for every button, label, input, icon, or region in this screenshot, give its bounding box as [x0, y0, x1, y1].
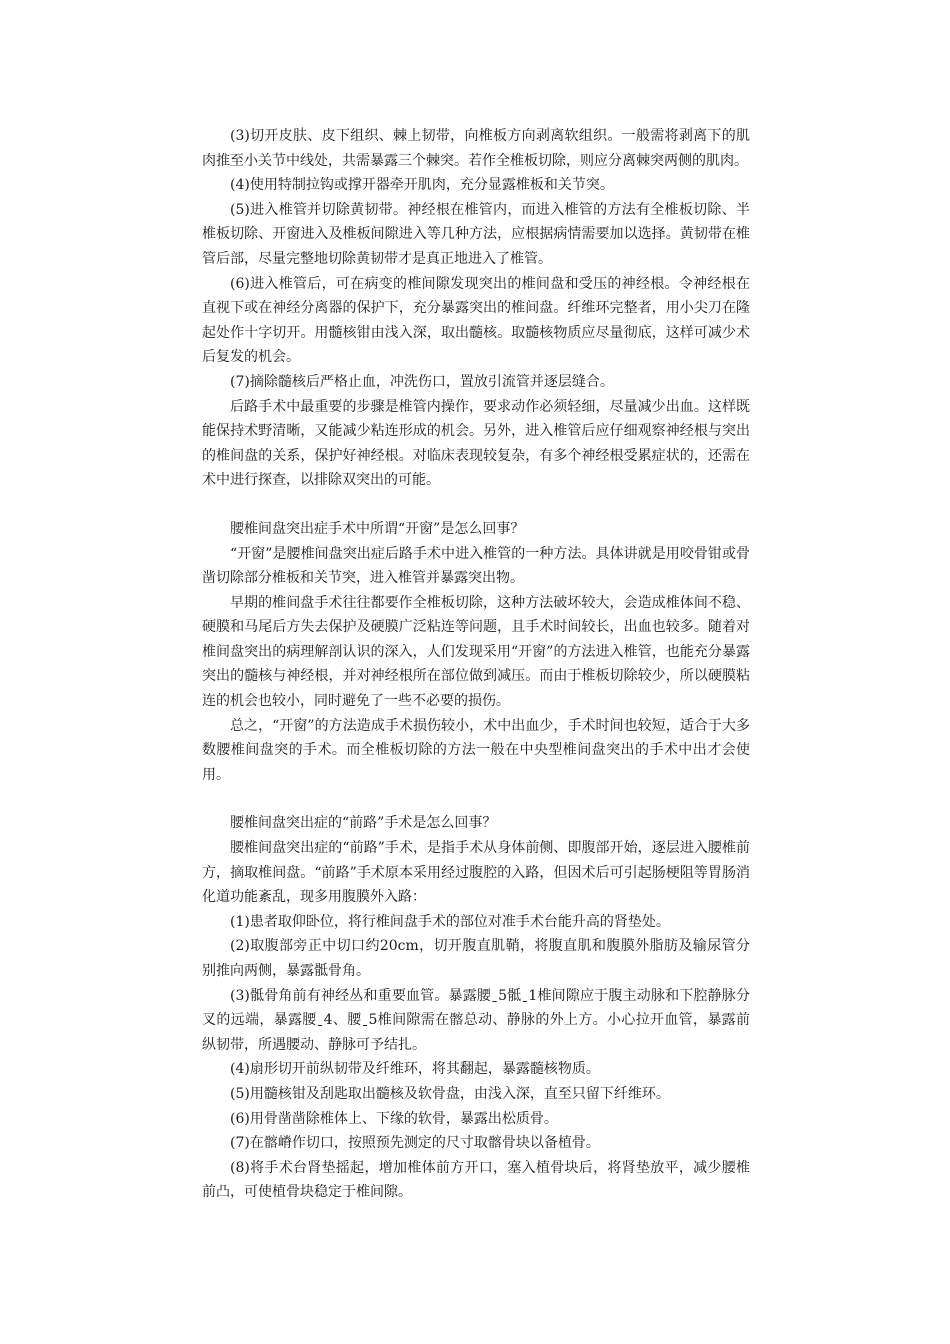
- paragraph-anterior-step-8: (8)将手术台肾垫摇起，增加椎体前方开口，塞入植骨块后，将肾垫放平，减少腰椎前凸，可使植骨块稳定于椎间隙。: [202, 1159, 750, 1201]
- paragraph-step-4: (4)使用特制拉钩或撑开器牵开肌肉，充分显露椎板和关节突。: [230, 177, 614, 194]
- paragraph-step-5: (5)进入椎管并切除黄韧带。神经根在椎管内，而进入椎管的方法有全椎板切除、半椎板切除、开窗进入及椎板间隙进入等几种方法，应根据病情需要加以选择。黄韧带在椎管后部，尽量完整地切除黄韧带才是真正地进入了椎管。: [202, 201, 750, 267]
- paragraph-anterior-step-1: (1)患者取仰卧位，将行椎间盘手术的部位对准手术台能升高的肾垫处。: [230, 913, 670, 930]
- paragraph-fenestration-summary: 总之，“开窗”的方法造成手术损伤较小，术中出血少，手术时间也较短，适合于大多数腰椎间盘突的手术。而全椎板切除的方法一般在中央型椎间盘突出的手术中出才会使用。: [202, 717, 750, 783]
- paragraph-anterior-step-2: (2)取腹部旁正中切口约20cm，切开腹直肌鞘，将腹直肌和腹膜外脂肪及输尿管分别推向两侧，暴露骶骨角。: [202, 938, 750, 979]
- paragraph-anterior-step-6: (6)用骨凿凿除椎体上、下缘的软骨，暴露出松质骨。: [230, 1110, 558, 1127]
- paragraph-step-7: (7)摘除髓核后严格止血，冲洗伤口，置放引流管并逐层缝合。: [230, 373, 614, 390]
- paragraph-posterior-summary: 后路手术中最重要的步骤是椎管内操作，要求动作必须轻细，尽量减少出血。这样既能保持术野清晰，又能减少粘连形成的机会。另外，进入椎管后应仔细观察神经根与突出的椎间盘的关系，保护好神经根。对临床表现较复杂，有多个神经根受累症状的，还需在术中进行探查，以排除双突出的可能。: [202, 398, 750, 489]
- paragraph-fenestration-history: 早期的椎间盘手术往往都要作全椎板切除，这种方法破坏较大，会造成椎体间不稳、硬膜和马尾后方失去保护及硬膜广泛粘连等问题，且手术时间较长，出血也较多。随着对椎间盘突出的病理解剖认识的深入，人们发现采用“开窗”的方法进入椎管，也能充分暴露突出的髓核与神经根，并对神经根所在部位做到减压。而由于椎板切除较少，所以硬膜粘连的机会也较小，同时避免了一些不必要的损伤。: [202, 594, 750, 710]
- paragraph-fenestration-definition: “开窗”是腰椎间盘突出症后路手术中进入椎管的一种方法。具体讲就是用咬骨钳或骨凿切除部分椎板和关节突，进入椎管并暴露突出物。: [202, 545, 750, 587]
- paragraph-anterior-step-5: (5)用髓核钳及刮匙取出髓核及软骨盘，由浅入深，直至只留下纤维环。: [230, 1085, 670, 1102]
- document-body: [202, 124, 750, 1205]
- paragraph-anterior-step-4: (4)扇形切开前纵韧带及纤维环，将其翻起，暴露髓核物质。: [230, 1061, 600, 1078]
- question-anterior-approach: 腰椎间盘突出症的“前路”手术是怎么回事？: [230, 815, 497, 832]
- question-fenestration: 腰椎间盘突出症手术中所谓“开窗”是怎么回事？: [230, 520, 525, 537]
- paragraph-anterior-step-7: (7)在髂嵴作切口，按照预先测定的尺寸取髂骨块以备植骨。: [230, 1135, 600, 1152]
- paragraph-step-6: (6)进入椎管后，可在病变的椎间隙发现突出的椎间盘和受压的神经根。令神经根在直视下或在神经分离器的保护下，充分暴露突出的椎间盘。纤维环完整者，用小尖刀在隆起处作十字切开。用髓核钳由浅入深，取出髓核。取髓核物质应尽量彻底，这样可减少术后复发的机会。: [202, 275, 750, 366]
- paragraph-anterior-step-3: (3)骶骨角前有神经丛和重要血管。暴露腰ˍ5骶ˍ1椎间隙应于腹主动脉和下腔静脉分叉的远端，暴露腰ˍ4、腰ˍ5椎间隙需在髂总动、静脉的外上方。小心拉开血管，暴露前纵韧带，所遇腰动、静脉可予结扎。: [202, 987, 750, 1053]
- paragraph-anterior-intro: 腰椎间盘突出症的“前路”手术，是指手术从身体前侧、即腹部开始，逐层进入腰椎前方，摘取椎间盘。“前路”手术原本采用经过腹腔的入路，但因术后可引起肠梗阻等胃肠消化道功能紊乱，现多用腹膜外入路：: [202, 840, 750, 906]
- paragraph-step-3: (3)切开皮肤、皮下组织、棘上韧带，向椎板方向剥离软组织。一般需将剥离下的肌肉推至小关节中线处，共需暴露三个棘突。若作全椎板切除，则应分离棘突两侧的肌肉。: [202, 128, 750, 169]
